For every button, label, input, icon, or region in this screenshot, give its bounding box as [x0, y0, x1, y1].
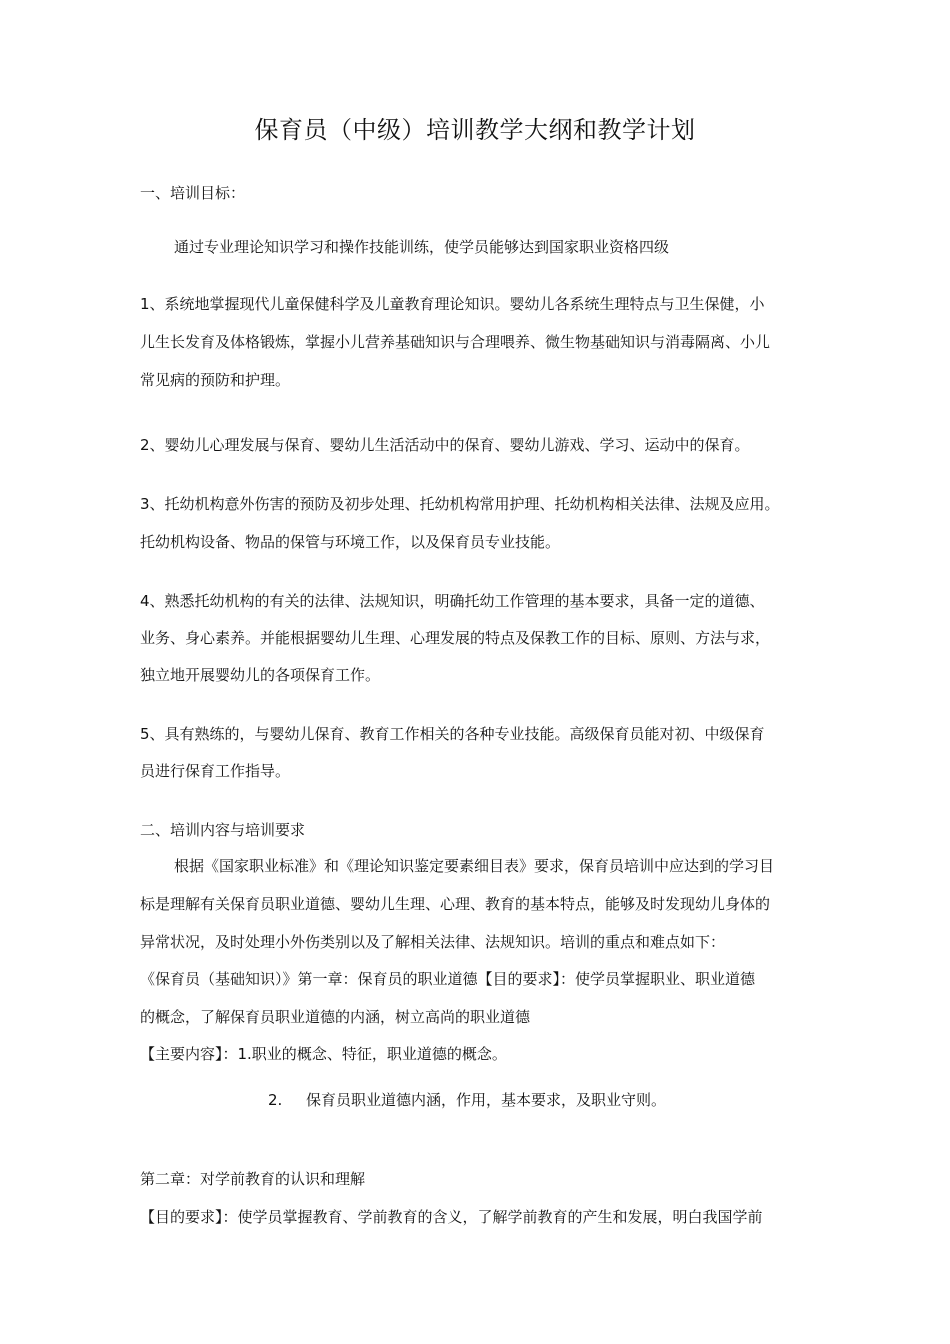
main-content-item-2: [268, 1089, 820, 1111]
page-title: 保育员（中级）培训教学大纲和教学计划: [254, 116, 696, 144]
chapter1-line-1: 《保育员（基础知识）》第一章：保育员的职业道德【目的要求】：使学员掌握职业、职业道德: [140, 970, 756, 988]
goal-item-4-line-2: 业务、身心素养。并能根据婴幼儿生理、心理发展的特点及保教工作的目标、原则、方法与求，: [140, 629, 771, 647]
section-heading-1: 一、培训目标：: [140, 184, 246, 202]
goal-item-1-line-1: 1、系统地掌握现代儿童保健科学及儿童教育理论知识。婴幼儿各系统生理特点与卫生保健，小: [140, 295, 765, 313]
main-content-line: 【主要内容】：1.职业的概念、特征，职业道德的概念。: [140, 1045, 507, 1063]
item-2-number: 2.: [268, 1091, 283, 1109]
goal-item-5-line-1: 5、具有熟练的，与婴幼儿保育、教育工作相关的各种专业技能。高级保育员能对初、中级保育: [140, 725, 765, 743]
goal-item-1-line-2: 儿生长发育及体格锻炼，掌握小儿营养基础知识与合理喂养、微生物基础知识与消毒隔离、小儿: [140, 333, 771, 351]
section2-para-line-1: 根据《国家职业标准》和《理论知识鉴定要素细目表》要求，保育员培训中应达到的学习目: [174, 857, 775, 875]
training-goal-intro: 通过专业理论知识学习和操作技能训练，使学员能够达到国家职业资格四级: [174, 238, 670, 256]
chapter2-goal-line: 【目的要求】：使学员掌握教育、学前教育的含义，了解学前教育的产生和发展，明白我国学前: [140, 1208, 763, 1226]
section-heading-2: 二、培训内容与培训要求: [140, 821, 306, 839]
goal-item-4-line-1: 4、熟悉托幼机构的有关的法律、法规知识，明确托幼工作管理的基本要求，具备一定的道德、: [140, 592, 765, 610]
goal-item-3-line-1: 3、托幼机构意外伤害的预防及初步处理、托幼机构常用护理、托幼机构相关法律、法规及应用。: [140, 495, 780, 513]
chapter1-line-2: 的概念，了解保育员职业道德的内涵，树立高尚的职业道德: [140, 1008, 531, 1026]
goal-item-2-line-1: 2、婴幼儿心理发展与保育、婴幼儿生活活动中的保育、婴幼儿游戏、学习、运动中的保育。: [140, 436, 750, 454]
goal-item-5-line-2: 员进行保育工作指导。: [140, 762, 291, 780]
section2-para-line-3: 异常状况，及时处理小外伤类别以及了解相关法律、法规知识。培训的重点和难点如下：: [140, 933, 726, 951]
section2-para-line-2: 标是理解有关保育员职业道德、婴幼儿生理、心理、教育的基本特点，能够及时发现幼儿身体的: [140, 895, 771, 913]
chapter2-heading: 第二章：对学前教育的认识和理解: [140, 1170, 366, 1188]
goal-item-4-line-3: 独立地开展婴幼儿的各项保育工作。: [140, 666, 381, 684]
goal-item-1-line-3: 常见病的预防和护理。: [140, 371, 291, 389]
goal-item-3-line-2: 托幼机构设备、物品的保管与环境工作，以及保育员专业技能。: [140, 533, 561, 551]
item-2-text: 保育员职业道德内涵，作用，基本要求，及职业守则。: [306, 1091, 667, 1109]
